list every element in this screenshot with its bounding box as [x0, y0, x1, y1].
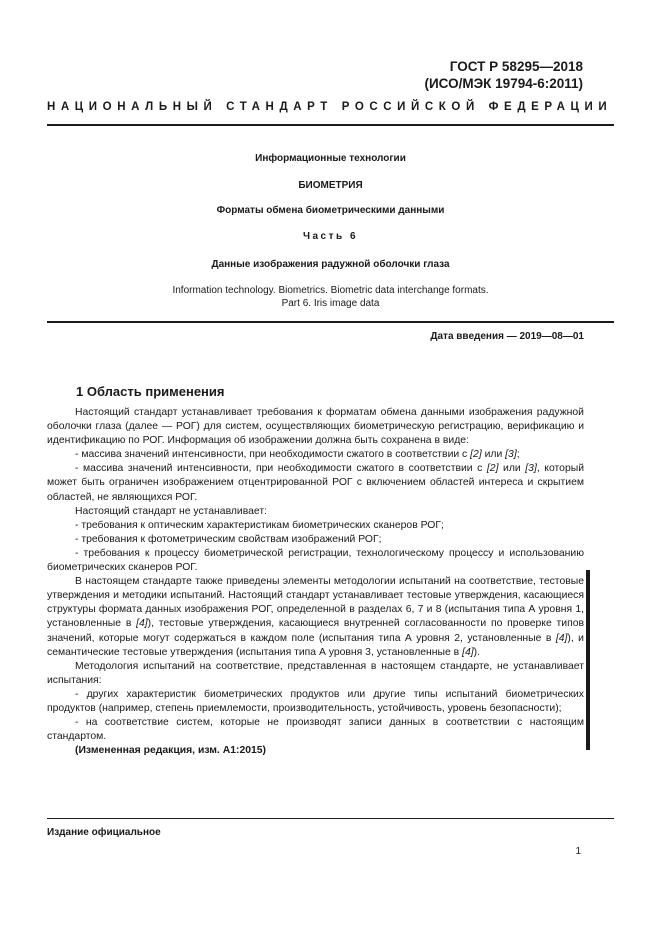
title-part: Часть 6 [302, 231, 359, 242]
title-line-2: БИОМЕТРИЯ [298, 180, 363, 191]
bullet-6: - других характеристик биометрических продуктов или другие типы испытаний биометрических продуктов (например, степень приемлемости, производительность, устойчивость, уровень безопасности); [47, 688, 584, 714]
paragraph-4: Методология испытаний на соответствие, представленная в настоящем стандарте, не устанавливает испытания: [47, 660, 584, 686]
english-title-line-1: Information technology. Biometrics. Biometric data interchange formats. [172, 285, 489, 296]
paragraph-1: Настоящий стандарт устанавливает требования к форматам обмена данными изображения радужной оболочки глаза (далее — РОГ) для систем, осуществляющих биометрическую регистрацию, верификацию и идентификацию по РОГ. Информация об изображении должна быть сохранена в виде: [47, 407, 584, 447]
bullet-1: - массива значений интенсивности, при необходимости сжатого в соответствии с [2] или [3]; [75, 449, 520, 461]
title-line-3: Форматы обмена биометрическими данными [216, 205, 445, 216]
edition-label: Издание официальное [47, 827, 161, 838]
national-standard-banner: НАЦИОНАЛЬНЫЙ СТАНДАРТ РОССИЙСКОЙ ФЕДЕРАЦИИ [47, 101, 613, 113]
reference-4: [4] [136, 618, 148, 630]
bullet-2: - массива значений интенсивности, при необходимости сжатого в соответствии с [2] или [3], который может быть ограничен изображением отцентрированной РОГ с включением областей интереса и скрытием областей, не являющихся РОГ. [47, 463, 584, 503]
paragraph-2: Настоящий стандарт не устанавливает: [75, 505, 267, 517]
iso-number: (ИСО/МЭК 19794-6:2011) [424, 76, 583, 91]
header-rule [47, 124, 614, 126]
paragraph-3: В настоящем стандарте также приведены элементы методологии испытаний на соответствие, тестовые утверждения и методики испытаний. Настоящий стандарт устанавливает тестовые утверждения, касающиеся структуры формата данных изображения РОГ, определенной в разделах 6, 7 и 8 (испытания типа А уровня 1, установленные в [4]), тестовые утверждения, касающиеся внутренней согласованности по проверке типов значений, которые могут содержаться в каждом поле (испытания типа А уровня 2, установленные в [4]), и семантические тестовые утверждения (испытания типа А уровня 3, установленные в [4]). [47, 576, 584, 658]
reference-4: [4] [462, 646, 474, 658]
introduction-date: Дата введения — 2019—08—01 [430, 331, 584, 342]
section-body [47, 406, 584, 758]
section-heading: 1 Область применения [76, 384, 225, 399]
bullet-3: - требования к оптическим характеристикам биометрических сканеров РОГ; [75, 519, 444, 531]
title-line-1: Информационные технологии [255, 153, 406, 164]
reference-2: [2] [486, 463, 499, 475]
reference-4: [4] [555, 632, 568, 644]
reference-2: [2] [470, 449, 482, 461]
page-number: 1 [575, 846, 581, 857]
title-line-4: Данные изображения радужной оболочки глаза [211, 259, 450, 270]
title-rule [47, 321, 614, 323]
bullet-7: - на соответствие систем, которые не производят записи данных в соответствии с настоящим стандартом. [47, 717, 584, 743]
reference-3: [3] [505, 449, 517, 461]
document-designation [424, 58, 583, 92]
bullet-4: - требования к фотометрическим свойствам изображений РОГ; [75, 533, 382, 545]
amendment-note: (Измененная редакция, изм. А1:2015) [75, 745, 267, 757]
footer-rule [47, 818, 614, 819]
english-title-line-2: Part 6. Iris image data [281, 298, 380, 309]
reference-3: [3] [525, 463, 537, 475]
change-marker-bar [586, 570, 590, 750]
gost-number: ГОСТ Р 58295—2018 [449, 59, 583, 74]
bullet-5: - требования к процессу биометрической регистрации, технологическому процессу и использованию биометрических сканеров РОГ. [47, 547, 584, 574]
